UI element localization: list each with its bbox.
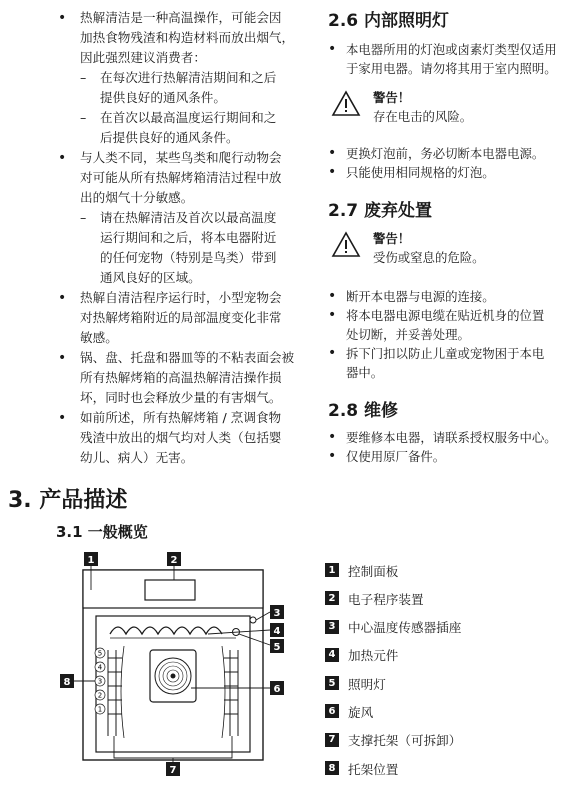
text-line: 与人类不同，某些鸟类和爬行动物会 — [80, 150, 282, 165]
legend-number: 4 — [325, 648, 339, 662]
chapter-3-title: 3. 产品描述 — [8, 488, 128, 513]
text-line: 的任何宠物（特别是鸟类）带到 — [100, 250, 277, 265]
warning-title: 警告！ — [373, 231, 411, 246]
warning-title: 警告！ — [373, 90, 411, 105]
oven-diagram — [58, 550, 298, 780]
left-column — [0, 8, 300, 468]
legend-number: 5 — [325, 676, 339, 690]
callout-6: 6 — [273, 684, 281, 695]
bullet-marker: • — [328, 164, 337, 180]
bullet-item — [0, 408, 300, 468]
diagram-legend — [325, 560, 565, 786]
text-line: 运行期间和之后，将本电器附近 — [100, 230, 277, 245]
text-line: 请在热解清洁及首次以最高温度 — [100, 210, 277, 225]
bullet-item — [0, 148, 300, 208]
text-line: 后提供良好的通风条件。 — [100, 130, 239, 145]
text-line: 通风良好的区域。 — [100, 270, 201, 285]
s28-bullet-2: • 仅使用原厂备件。 — [328, 448, 446, 464]
shelf-number: 5 — [97, 649, 103, 658]
bullet-marker: • — [328, 41, 337, 57]
text-line: 热解清洁是一种高温操作，可能会因 — [80, 10, 282, 25]
warning-text: 受伤或窒息的危险。 — [373, 250, 485, 265]
text-line: 因此强烈建议消费者： — [80, 50, 206, 65]
legend-number: 2 — [325, 591, 339, 605]
text-line: 如前所述，所有热解烤箱 / 烹调食物 — [80, 410, 282, 425]
legend-number: 7 — [325, 733, 339, 747]
legend-number: 6 — [325, 704, 339, 718]
s28-bullet-1: • 要维修本电器，请联系授权服务中心。 — [328, 429, 557, 445]
right-column — [328, 6, 570, 466]
text-line: 幼儿、病人）无害。 — [80, 450, 194, 465]
legend-item — [325, 617, 565, 637]
section-2-8-title: 2.8 维修 — [328, 401, 399, 421]
sub-bullet-item — [0, 108, 300, 148]
callout-5: 5 — [273, 642, 281, 653]
bullet-marker: • — [328, 448, 337, 464]
warning-box-electric — [328, 88, 570, 126]
callout-2: 2 — [170, 555, 178, 566]
warning-box-injury — [328, 229, 570, 267]
warning-text: 存在电击的风险。 — [373, 109, 473, 124]
bullet-item — [0, 8, 300, 68]
legend-item — [325, 673, 565, 693]
section-2-6-title: 2.6 内部照明灯 — [328, 11, 450, 31]
warning-triangle-icon — [331, 231, 361, 258]
bullet-marker: • — [58, 150, 67, 166]
bullet-marker: • — [58, 350, 67, 366]
legend-label: 照明灯 — [348, 676, 386, 692]
legend-item — [325, 560, 565, 580]
text-line: 坏，同时也会释放少量的有害烟气。 — [80, 390, 282, 405]
legend-item — [325, 588, 565, 608]
legend-label: 中心温度传感器插座 — [348, 620, 462, 636]
text-line: 在每次进行热解清洁期间和之后 — [100, 70, 277, 85]
s26-bullet-1: • 本电器所用的灯泡或卤素灯类型仅适用 于家用电器。请勿将其用于室内照明。 — [328, 41, 557, 76]
text-line: 提供良好的通风条件。 — [100, 90, 226, 105]
legend-number: 3 — [325, 620, 339, 634]
bullet-marker: • — [58, 10, 67, 26]
bullet-marker: • — [328, 307, 337, 323]
legend-item — [325, 758, 565, 778]
s26-bullet-2: • 更换灯泡前，务必切断本电器电源。 — [328, 145, 545, 161]
text-line: 敏感。 — [80, 330, 118, 345]
callout-3: 3 — [273, 608, 281, 619]
sub-bullet-item — [0, 68, 300, 108]
callout-4: 4 — [273, 626, 281, 637]
legend-label: 加热元件 — [348, 648, 399, 664]
sub-bullet-item — [0, 208, 300, 288]
section-3-1-title: 3.1 一般概览 — [56, 523, 148, 541]
text-line: 出的烟气十分敏感。 — [80, 190, 194, 205]
legend-label: 支撑托架（可拆卸） — [348, 733, 462, 749]
legend-item — [325, 730, 565, 750]
legend-number: 1 — [325, 563, 339, 577]
text-line: 锅、盘、托盘和器皿等的不粘表面会被 — [80, 350, 295, 365]
bullet-marker: • — [328, 288, 337, 304]
dash-marker: – — [80, 210, 87, 225]
s26-bullet-3: • 只能使用相同规格的灯泡。 — [328, 164, 495, 180]
warning-triangle-icon — [331, 90, 361, 117]
callout-7: 7 — [169, 765, 177, 776]
text-line: 在首次以最高温度运行期间和之 — [100, 110, 277, 125]
shelf-number: 1 — [97, 705, 103, 714]
legend-label: 托架位置 — [348, 761, 399, 777]
dash-marker: – — [80, 70, 87, 85]
bullet-item — [0, 348, 300, 408]
bullet-marker: • — [328, 145, 337, 161]
shelf-number: 4 — [97, 663, 103, 672]
text-line: 所有热解烤箱的高温热解清洁操作损 — [80, 370, 282, 385]
section-2-7-title: 2.7 废弃处置 — [328, 201, 433, 221]
legend-number: 8 — [325, 761, 339, 775]
text-line: 加热食物残渣和构造材料而放出烟气， — [80, 30, 295, 45]
s27-bullet-3: • 拆下门扣以防止儿童或宠物困于本电 器中。 — [328, 345, 545, 380]
bullet-marker: • — [58, 410, 67, 426]
text-line: 残渣中放出的烟气均对人类（包括婴 — [80, 430, 282, 445]
legend-label: 控制面板 — [348, 563, 399, 579]
shelf-number: 2 — [97, 691, 103, 700]
legend-label: 旋风 — [348, 704, 374, 720]
text-line: 对可能从所有热解烤箱清洁过程中放 — [80, 170, 282, 185]
bullet-item — [0, 288, 300, 348]
text-line: 对热解烤箱附近的局部温度变化非常 — [80, 310, 282, 325]
callout-8: 8 — [63, 677, 71, 688]
legend-label: 电子程序装置 — [348, 591, 424, 607]
shelf-number: 3 — [97, 677, 103, 686]
s27-bullet-2: • 将本电器电源电缆在贴近机身的位置 处切断，并妥善处理。 — [328, 307, 545, 342]
bullet-marker: • — [328, 345, 337, 361]
s27-bullet-1: • 断开本电器与电源的连接。 — [328, 288, 495, 304]
dash-marker: – — [80, 110, 87, 125]
bullet-marker: • — [58, 290, 67, 306]
text-line: 热解自清洁程序运行时，小型宠物会 — [80, 290, 282, 305]
bullet-marker: • — [328, 429, 337, 445]
callout-1: 1 — [87, 555, 95, 566]
legend-item — [325, 701, 565, 721]
legend-item — [325, 645, 565, 665]
